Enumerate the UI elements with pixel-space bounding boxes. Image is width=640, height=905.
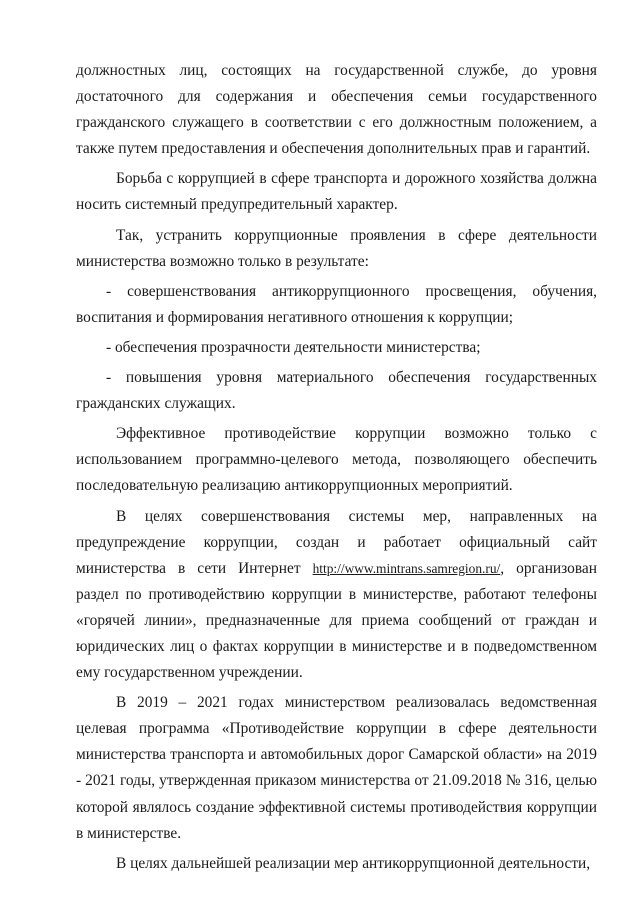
paragraph-transport-corruption: Борьба с коррупцией в сфере транспорта и дорожного хозяйства должна носить системный предупредительный характер. xyxy=(76,170,597,214)
list-item-education: - совершенствования антикоррупционного просвещения, обучения, воспитания и формирования негативного отношения к коррупции; xyxy=(76,282,597,326)
list-item-material-support: - повышения уровня материального обеспечения государственных гражданских служащих. xyxy=(76,369,597,413)
website-text-before: В целях совершенствования системы мер, направленных на предупреждение коррупции, создан и работает официальный сайт министерства в сети Интернет xyxy=(76,507,597,577)
list-item-transparency: - обеспечения прозрачности деятельности министерства; xyxy=(106,338,481,356)
paragraph-further-measures: В целях дальнейшей реализации мер антикоррупционной деятельности, xyxy=(116,854,591,872)
paragraph-eliminate-corruption: Так, устранить коррупционные проявления в сфере деятельности министерства возможно только в результате: xyxy=(76,226,597,270)
paragraph-program-method: Эффективное противодействие коррупции возможно только с использованием программно-целевого метода, позволяющего обеспечить последовательную реализацию антикоррупционных мероприятий. xyxy=(76,425,597,495)
document-body xyxy=(76,58,597,877)
paragraph-salary-guarantees: должностных лиц, состоящих на государственной службе, до уровня достаточного для содержания и обеспечения семьи государственного гражданского служащего в соответствии с его должностным положением, а также путем предоставления и обеспечения дополнительных прав и гарантий. xyxy=(76,62,597,158)
ministry-website-link[interactable]: http://www.mintrans.samregion.ru/ xyxy=(312,560,501,576)
paragraph-departmental-program: В 2019 – 2021 годах министерством реализовалась ведомственная целевая программа «Противодействие коррупции в сфере деятельности министерства транспорта и автомобильных дорог Самарской области» на 2019 - 2021 годы, утвержденная приказом министерства от 21.09.2018 № 316, целью которой являлось создание эффективной системы противодействия коррупции в министерстве. xyxy=(76,694,597,842)
website-text-after: , организован раздел по противодействию коррупции в министерстве, работают телефоны «горячей линии», предназначенные для приема сообщений от граждан и юридических лиц о фактах коррупции в министерстве и в подведомственном ему государственном учреждении. xyxy=(76,559,597,682)
paragraph-website-hotline xyxy=(76,504,597,687)
